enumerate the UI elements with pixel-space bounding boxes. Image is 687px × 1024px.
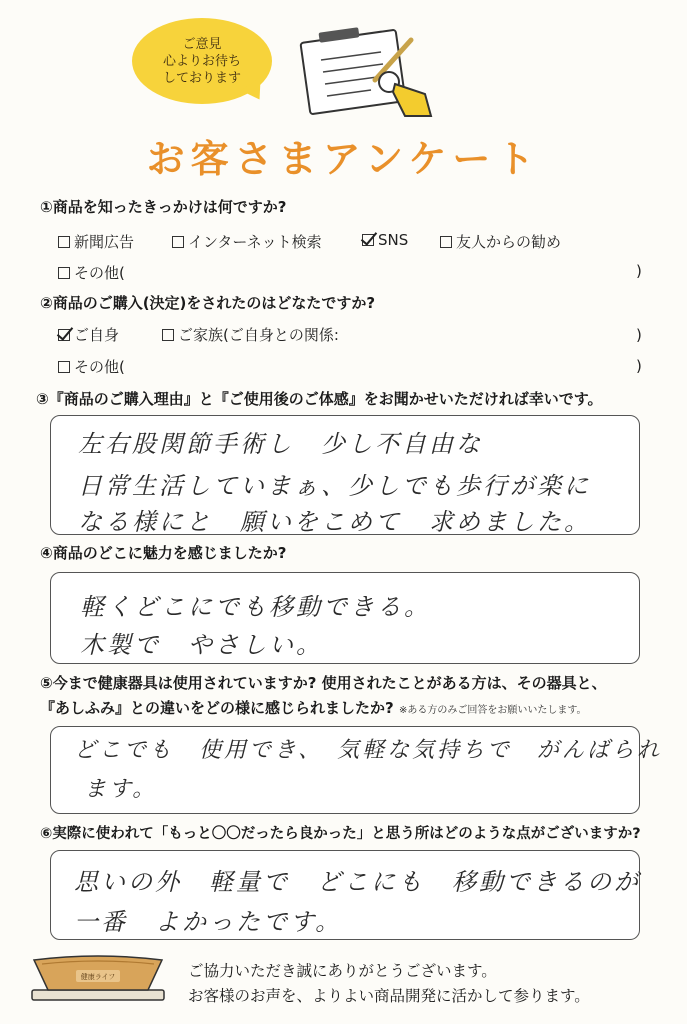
page-title: お客さまアンケート (146, 137, 541, 181)
product-label: 健康ライフ (80, 973, 116, 981)
question-6: ⑥実際に使われて「もっと〇〇だったら良かった」と思う所はどのような点がございますか? (40, 826, 641, 842)
answer-6-line-2: 一番 よかったです。 (74, 908, 343, 936)
question-1: ①商品を知ったきっかけは何ですか? (40, 198, 287, 216)
answer-4-line-2: 木製で やさしい。 (80, 631, 323, 659)
checkbox[interactable] (172, 236, 184, 248)
close-paren: ) (636, 262, 642, 280)
q1-option-friend[interactable]: 友人からの勧め (440, 231, 561, 252)
question-3: ③『商品のご購入理由』と『ご使用後のご体感』をお聞かせいただければ幸いです。 (36, 390, 603, 408)
checkbox[interactable] (58, 236, 70, 248)
answer-5-line-2: ます。 (84, 777, 158, 802)
q1-option-sns[interactable]: SNS (362, 231, 408, 249)
q2-option-self[interactable]: ご自身 (58, 324, 119, 345)
q1-option-internet[interactable]: インターネット検索 (172, 231, 322, 252)
answer-3-line-1: 左右股関節手術し 少し不自由な (78, 430, 483, 458)
question-5-line-1: ⑤今まで健康器具は使用されていますか? 使用されたことがある方は、その器具と、 (40, 674, 607, 692)
close-paren: ) (636, 326, 642, 344)
q2-option-family[interactable]: ご家族(ご自身との関係: (162, 324, 339, 345)
close-paren: ) (636, 357, 642, 375)
thanks-line-1: ご協力いただき誠にありがとうございます。 (188, 962, 497, 980)
answer-6-line-1: 思いの外 軽量で どこにも 移動できるのが (74, 868, 641, 896)
writing-hand-icon (285, 20, 445, 120)
answer-3-line-2: 日常生活していまぁ、少しでも歩行が楽に (78, 472, 591, 500)
checkbox[interactable] (58, 267, 70, 279)
answer-4-line-1: 軽くどこにでも移動できる。 (80, 593, 431, 621)
q2-option-other[interactable]: その他( (58, 356, 125, 377)
question-4: ④商品のどこに魅力を感じましたか? (40, 544, 287, 562)
bubble-text: ご意見 心よりお待ち しております (162, 36, 241, 86)
product-image (26, 950, 170, 1006)
answer-3-line-3: なる様にと 願いをこめて 求めました。 (78, 508, 591, 536)
checkbox[interactable] (58, 361, 70, 373)
q1-option-other[interactable]: その他( (58, 262, 125, 283)
question-2: ②商品のご購入(決定)をされたのはどなたですか? (40, 294, 376, 312)
checkbox-checked[interactable] (362, 234, 374, 246)
answer-5-line-1: どこでも 使用でき、 気軽な気持ちで がんばられ (74, 738, 662, 763)
thanks-line-2: お客様のお声を、よりよい商品開発に活かして参ります。 (188, 987, 590, 1005)
checkbox-checked[interactable] (58, 329, 70, 341)
question-5-line-2: 『あしふみ』との違いをどの様に感じられましたか? ※ある方のみご回答をお願いいたします。 (40, 699, 587, 717)
checkbox[interactable] (440, 236, 452, 248)
q5-note: ※ある方のみご回答をお願いいたします。 (398, 705, 587, 716)
q1-option-newspaper[interactable]: 新聞広告 (58, 231, 134, 252)
checkbox[interactable] (162, 329, 174, 341)
